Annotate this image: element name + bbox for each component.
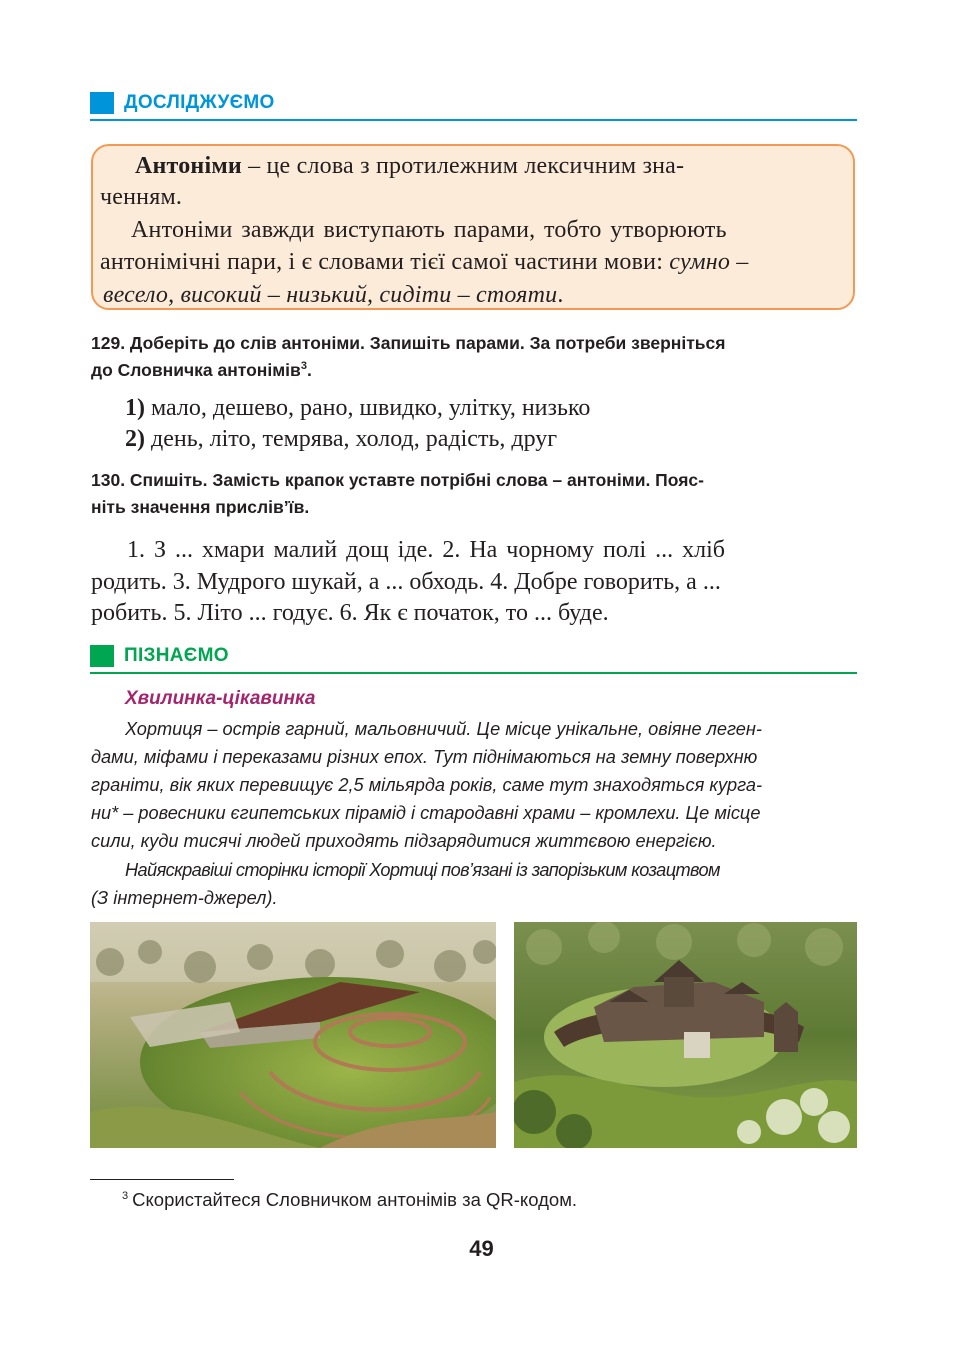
photo-cossack-fortress <box>514 922 857 1148</box>
item-number: 2) <box>125 426 145 452</box>
task-130-text-line-2: родить. 3. Мудрого шукай, а ... обходь. 4. Добре говорить, а ... <box>91 569 721 595</box>
fun-fact-source: (З інтернет-джерел). <box>91 888 278 908</box>
task-130-line-1: 130. Спишіть. Замість крапок уставте потрібні слова – антоніми. Пояс- <box>91 470 704 490</box>
page-number: 49 <box>469 1236 494 1261</box>
section-header-learn <box>90 641 857 675</box>
fun-fact-line-1: Хортиця – острів гарний, мальовничий. Це місце унікальне, овіяне леген- <box>125 719 762 739</box>
definition-line-5 <box>103 280 564 310</box>
definition-line-3: Антоніми завжди виступають парами, тобто утворюють <box>131 217 727 243</box>
definition-text: антонімічні пари, і є словами тієї самої частини мови: <box>100 249 670 275</box>
fun-fact-line-5: сили, куди тисячі людей приходять підзарядитися життєвою енергією. <box>91 831 717 851</box>
fun-fact-line-3: граніти, вік яких перевищує 2,5 мільярда років, саме тут знаходяться курга- <box>91 775 763 795</box>
section-header-explore <box>90 88 857 122</box>
definition-box <box>91 144 855 310</box>
photo-khortytsia-museum-image <box>90 922 496 1148</box>
footnote-mark: 3 <box>122 1189 129 1202</box>
item-number: 1) <box>125 395 145 421</box>
section-title: ПІЗНАЄМО <box>124 645 229 666</box>
task-130-text-line-1: 1. З ... хмари малий дощ іде. 2. На чорному полі ... хліб <box>127 537 725 563</box>
section-marker-square <box>90 645 114 667</box>
definition-period: . <box>557 282 564 308</box>
task-129-line-2 <box>91 357 312 383</box>
photo-cossack-fortress-image <box>514 922 857 1148</box>
definition-term: Антоніми <box>135 153 242 179</box>
definition-line-4 <box>100 247 748 277</box>
footnote <box>122 1188 577 1212</box>
section-title: ДОСЛІДЖУЄМО <box>124 92 275 113</box>
footnote-rule <box>90 1179 234 1180</box>
footnote-ref: 3 <box>300 360 307 373</box>
task-text: . <box>306 360 312 380</box>
fun-fact-line-6: Найяскравіші сторінки історії Хортиці пов’язані із запорізьким козацтвом <box>125 860 720 880</box>
task-text: до Словничка антонімів <box>91 360 301 380</box>
fun-fact-line-2: дами, міфами і переказами різних епох. Тут піднімаються на земну поверхню <box>91 747 758 767</box>
item-text: мало, дешево, рано, швидко, улітку, низько <box>145 395 591 421</box>
item-text: день, літо, темрява, холод, радість, друг <box>145 426 558 452</box>
fun-fact-title: Хвилинка-цікавинка <box>125 688 316 709</box>
task-130-line-2: ніть значення прислів’їв. <box>91 497 310 517</box>
task-129-line-1: 129. Доберіть до слів антоніми. Запишіть парами. За потреби зверніться <box>91 333 726 353</box>
definition-example: весело, високий – низький, сидіти – стояти <box>103 282 558 308</box>
definition-text: – це слова з протилежним лексичним зна- <box>241 153 685 179</box>
task-129-item-2 <box>125 424 557 455</box>
definition-example: сумно – <box>669 249 749 275</box>
section-divider <box>90 119 857 121</box>
section-divider <box>90 672 857 674</box>
task-130-text-line-3: робить. 5. Літо ... годує. 6. Як є початок, то ... буде. <box>91 600 609 626</box>
definition-line-1 <box>135 151 684 181</box>
definition-line-2: ченням. <box>100 184 183 210</box>
photo-khortytsia-museum <box>90 922 496 1148</box>
section-marker-square <box>90 92 114 114</box>
task-129-item-1 <box>125 393 590 424</box>
footnote-text: Скористайтеся Словничком антонімів за QR-кодом. <box>132 1189 578 1210</box>
fun-fact-line-4: ни* – ровесники єгипетських пірамід і стародавні храми – кромлехи. Це місце <box>91 803 761 823</box>
